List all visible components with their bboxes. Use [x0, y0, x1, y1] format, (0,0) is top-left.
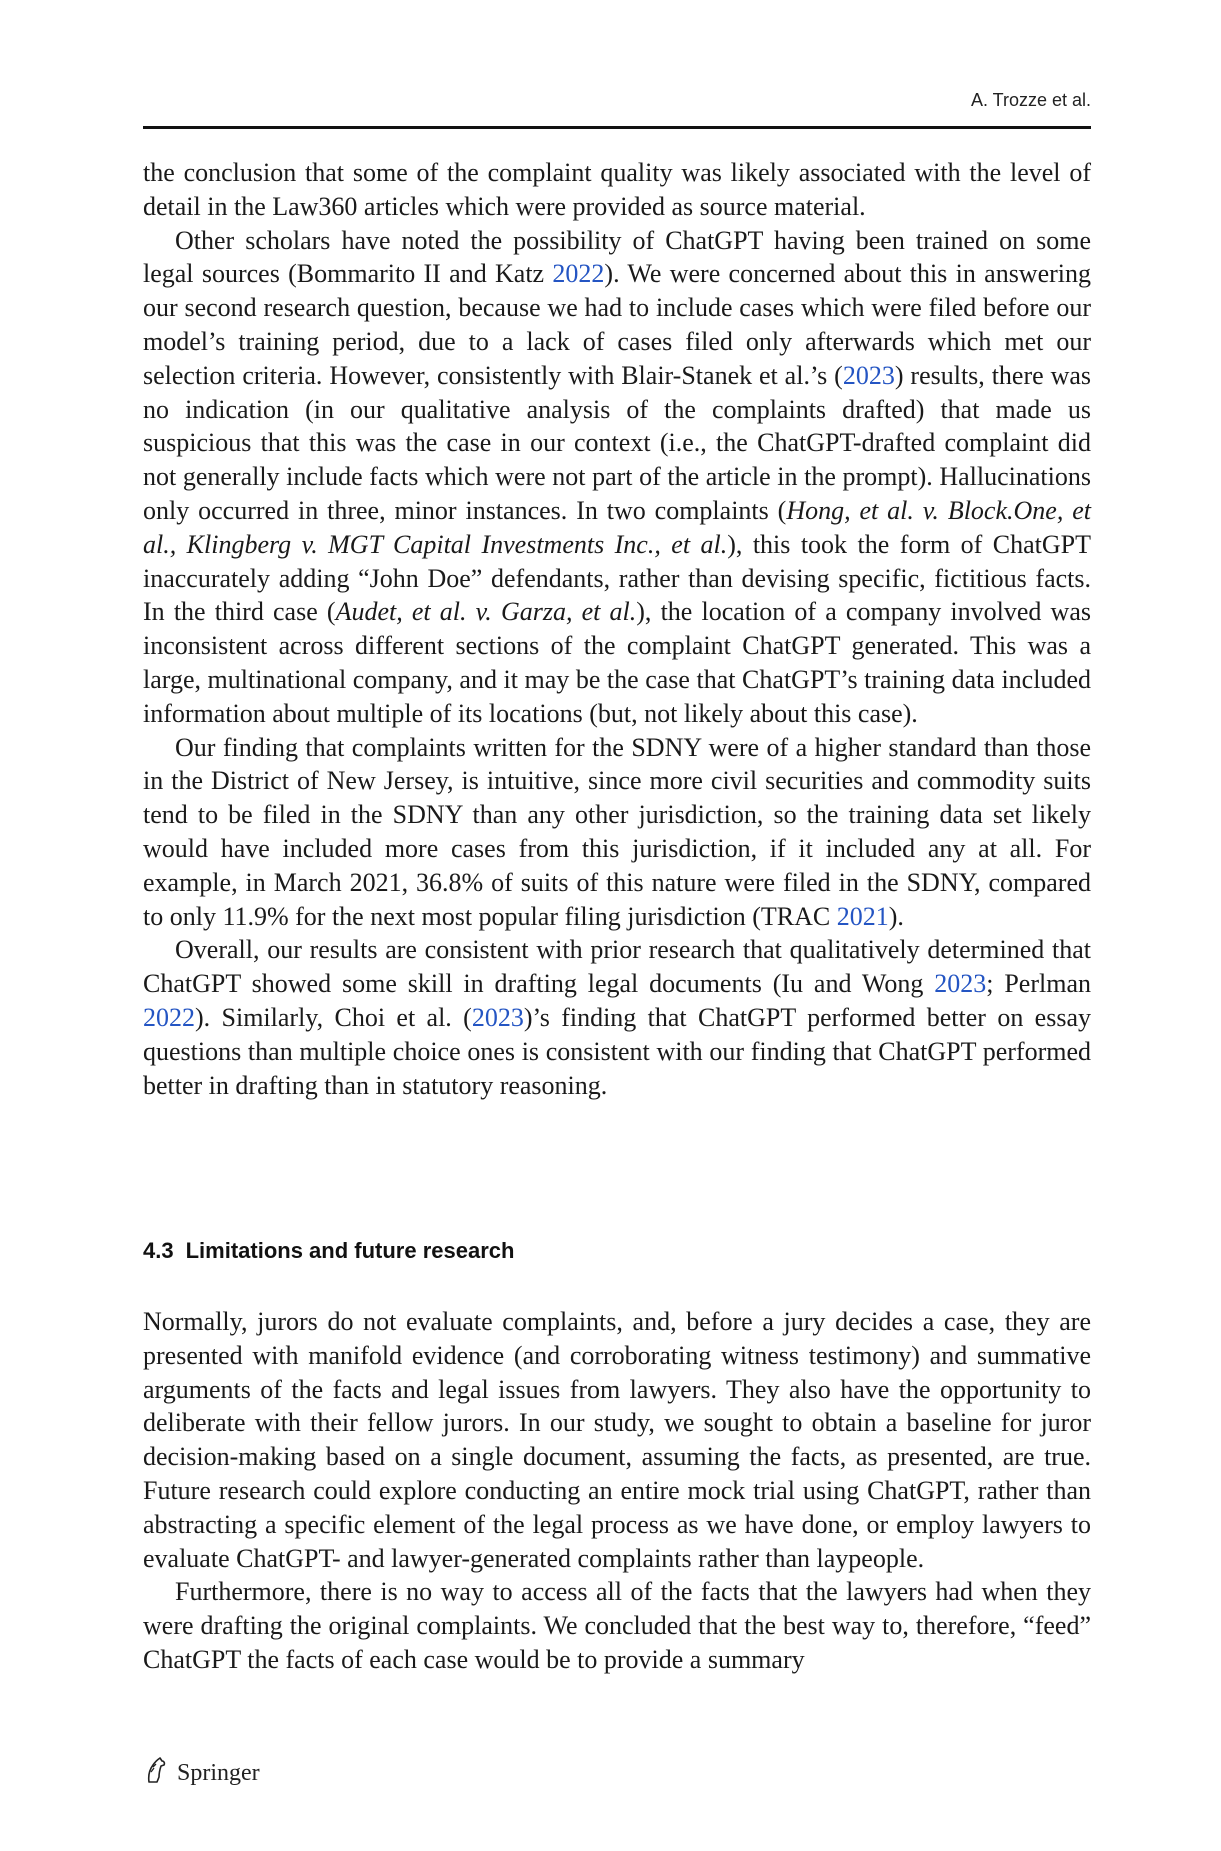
- publisher-name: Springer: [177, 1759, 260, 1786]
- paragraph-text: ). Similarly, Choi et al. (: [195, 1002, 472, 1032]
- citation-year-link[interactable]: 2023: [934, 969, 987, 999]
- header-rule: [143, 126, 1091, 129]
- springer-horse-icon: [143, 1755, 169, 1792]
- case-name-italic: Audet, et al. v. Garza, et al.: [335, 597, 637, 627]
- citation-year-link[interactable]: 2023: [471, 1002, 524, 1032]
- paragraph: [143, 1575, 1091, 1676]
- paragraph-text: ), this took the form of ChatGPT inaccurately adding “John Doe” defendants, rather than devising specific, fictitious facts. In the third case (: [143, 529, 1091, 627]
- citation-year-link[interactable]: 2022: [552, 259, 605, 289]
- paragraph: [143, 933, 1091, 1102]
- paragraph: [143, 731, 1091, 934]
- paragraph-text: Furthermore, there is no way to access all of the facts that the lawyers had when they were drafting the original complaints. We concluded that the best way to, therefore, “feed” ChatGPT the facts of each case would be to provide a summary: [143, 1577, 1091, 1674]
- paragraph-text: Normally, jurors do not evaluate complaints, and, before a jury decides a case, they are presented with manifold evidence (and corroborating witness testimony) and summative arguments of the facts and legal issues from lawyers. They also have the opportunity to deliberate with their fellow jurors. In our study, we sought to obtain a baseline for juror decision-making based on a single document, assuming the facts, as presented, are true. Future research could explore conducting an entire mock trial using ChatGPT, rather than abstracting a specific element of the legal process as we have done, or employ lawyers to evaluate ChatGPT- and lawyer-generated complaints rather than laypeople.: [143, 1307, 1091, 1573]
- paragraph-text: Overall, our results are consistent with prior research that qualitatively determined that ChatGPT showed some skill in drafting legal documents (Iu and Wong: [143, 935, 1091, 999]
- case-name-italic: Hong, et al. v. Block.One, et al., Klingberg v. MGT Capital Investments Inc., et al.: [143, 495, 1091, 559]
- paragraph-text: ), the location of a company involved was inconsistent across different sections of the complaint ChatGPT generated. This was a large, multinational company, and it may be the case that ChatGPT’s training data included information about multiple of its locations (but, not likely about this case).: [143, 597, 1091, 728]
- paragraph-text: Our finding that complaints written for the SDNY were of a higher standard than those in the District of New Jersey, is intuitive, since more civil securities and commodity suits tend to be filed in the SDNY than any other jurisdiction, so the training data set likely would have included more cases from this jurisdiction, if it included any at all. For example, in March 2021, 36.8% of suits of this nature were filed in the SDNY, compared to only 11.9% for the next most popular filing jurisdiction (TRAC: [143, 732, 1091, 931]
- section-number: 4.3: [143, 1238, 174, 1263]
- citation-year-link[interactable]: 2022: [143, 1002, 195, 1032]
- body-text-block-1: [143, 156, 1091, 1102]
- citation-year-link[interactable]: 2023: [842, 360, 895, 390]
- paragraph: [143, 224, 1091, 731]
- paragraph: [143, 1305, 1091, 1575]
- paragraph-text: ) results, there was no indication (in our qualitative analysis of the complaints drafted) that made us suspicious that this was the case in our context (i.e., the ChatGPT-drafted complaint did not generally include facts which were not part of the article in the prompt). Hallucinations only occurred in three, minor instances. In two complaints (: [143, 360, 1092, 525]
- body-text-block-2: [143, 1305, 1091, 1677]
- paragraph-text: Other scholars have noted the possibility of ChatGPT having been trained on some legal sources (Bommarito II and Katz: [143, 225, 1091, 289]
- section-title: Limitations and future research: [185, 1238, 515, 1263]
- paragraph-text: )’s finding that ChatGPT performed better on essay questions than multiple choice ones is consistent with our finding that ChatGPT performed better in drafting than in statutory reasoning.: [143, 1002, 1091, 1100]
- paragraph-text: the conclusion that some of the complaint quality was likely associated with the level of detail in the Law360 articles which were provided as source material.: [143, 158, 1091, 221]
- paragraph-text: ).: [888, 901, 904, 931]
- paragraph-text: ; Perlman: [986, 969, 1091, 999]
- paragraph-text: ). We were concerned about this in answering our second research question, because we had to include cases which were filed before our model’s training period, due to a lack of cases filed only afterwards which met our selection criteria. However, consistently with Blair-Stanek et al.’s (: [143, 259, 1092, 390]
- running-head: A. Trozze et al.: [970, 90, 1091, 110]
- publisher-footer: [143, 1756, 260, 1790]
- citation-year-link[interactable]: 2021: [836, 901, 889, 931]
- paragraph: [143, 156, 1091, 224]
- section-heading: [143, 1238, 1091, 1264]
